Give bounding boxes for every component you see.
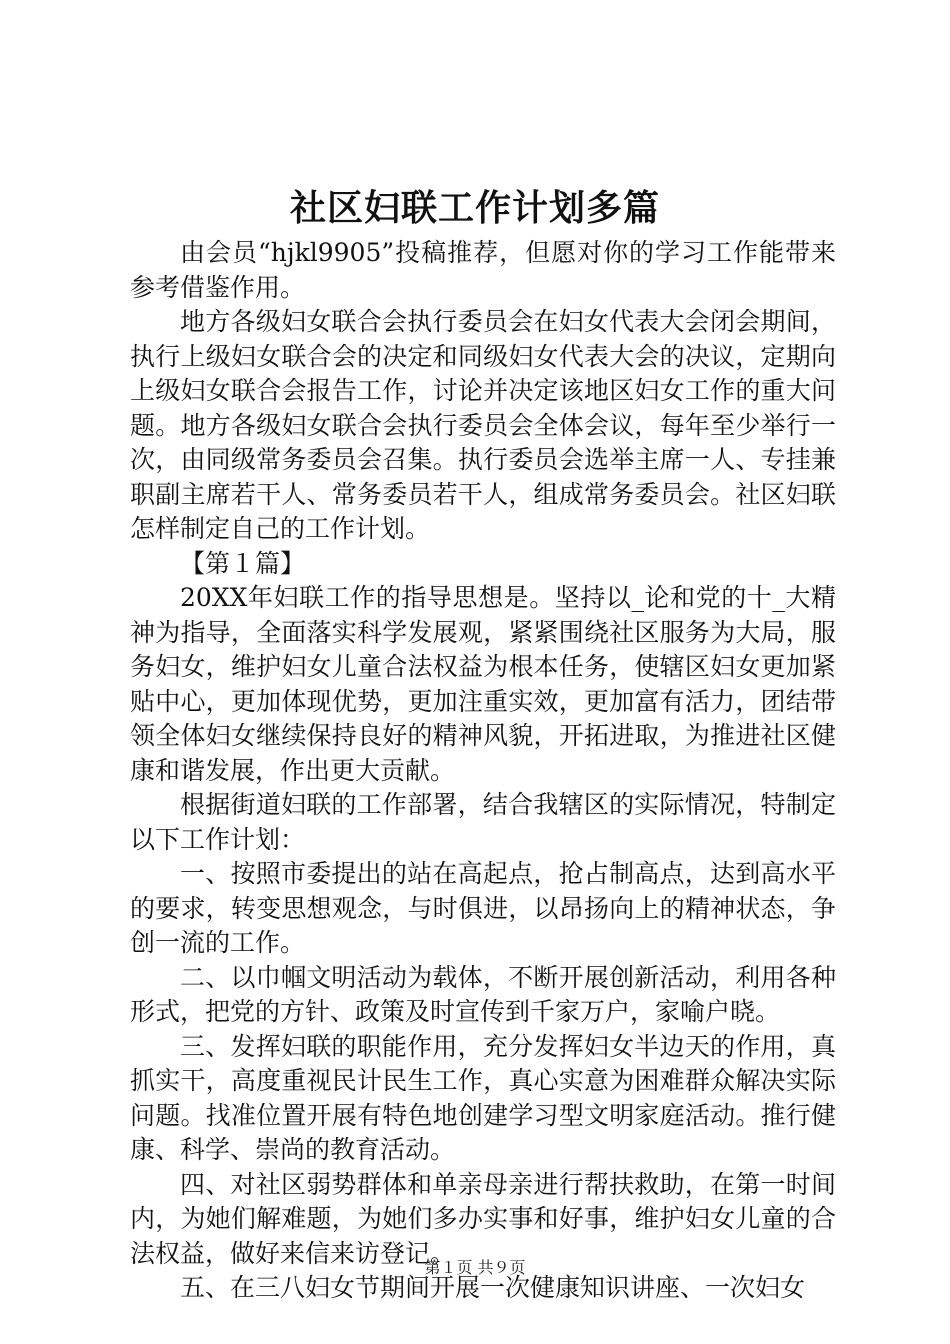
body-paragraph: 根据街道妇联的工作部署，结合我辖区的实际情况，特制定以下工作计划： (130, 790, 836, 854)
list-item-paragraph: 一、按照市委提出的站在高起点，抢占制高点，达到高水平的要求，转变思想观念，与时俱进，以昂扬向上的精神状态，争创一流的工作。 (130, 859, 836, 957)
document-body (130, 236, 836, 1306)
list-item-paragraph: 五、在三八妇女节期间开展一次健康知识讲座、一次妇女 (180, 1273, 806, 1302)
intro-paragraph: 由会员“hjkl9905”投稿推荐，但愿对你的学习工作能带来参考借鉴作用。 (130, 238, 836, 302)
body-paragraph: 地方各级妇女联合会执行委员会在妇女代表大会闭会期间，执行上级妇女联合会的决定和同级妇女代表大会的决议，定期向上级妇女联合会报告工作，讨论并决定该地区妇女工作的重大问题。地方各级妇女联合会执行委员会全体会议，每年至少举行一次，由同级常务委员会召集。执行委员会选举主席一人、专挂兼职副主席若干人、常务委员若干人，组成常务委员会。社区妇联怎样制定自己的工作计划。 (130, 307, 836, 543)
list-item-paragraph: 四、对社区弱势群体和单亲母亲进行帮扶救助，在第一时间内，为她们解难题，为她们多办实事和好事，维护妇女儿童的合法权益，做好来信来访登记。 (130, 1169, 836, 1268)
page-footer: 第１页 共９页 (424, 1258, 526, 1277)
list-item-paragraph: 三、发挥妇联的职能作用，充分发挥妇女半边天的作用，真抓实干，高度重视民计民生工作，真心实意为困难群众解决实际问题。找准位置开展有特色地创建学习型文明家庭活动。推行健康、科学、崇尚的教育活动。 (130, 1031, 836, 1164)
body-paragraph: 20XX年妇联工作的指导思想是。坚持以_论和党的十_大精神为指导，全面落实科学发展观，紧紧围绕社区服务为大局，服务妇女，维护妇女儿童合法权益为根本任务，使辖区妇女更加紧贴中心，更加体现优势，更加注重实效，更加富有活力，团结带领全体妇女继续保持良好的精神风貌，开拓进取，为推进社区健康和谐发展，作出更大贡献。 (130, 583, 836, 785)
section-heading: 【第１篇】 (180, 548, 306, 578)
document-title: 社区妇联工作计划多篇 (289, 187, 660, 229)
list-item-paragraph: 二、以巾帼文明活动为载体，不断开展创新活动，利用各种形式，把党的方针、政策及时宣传到千家万户，家喻户晓。 (130, 962, 836, 1026)
